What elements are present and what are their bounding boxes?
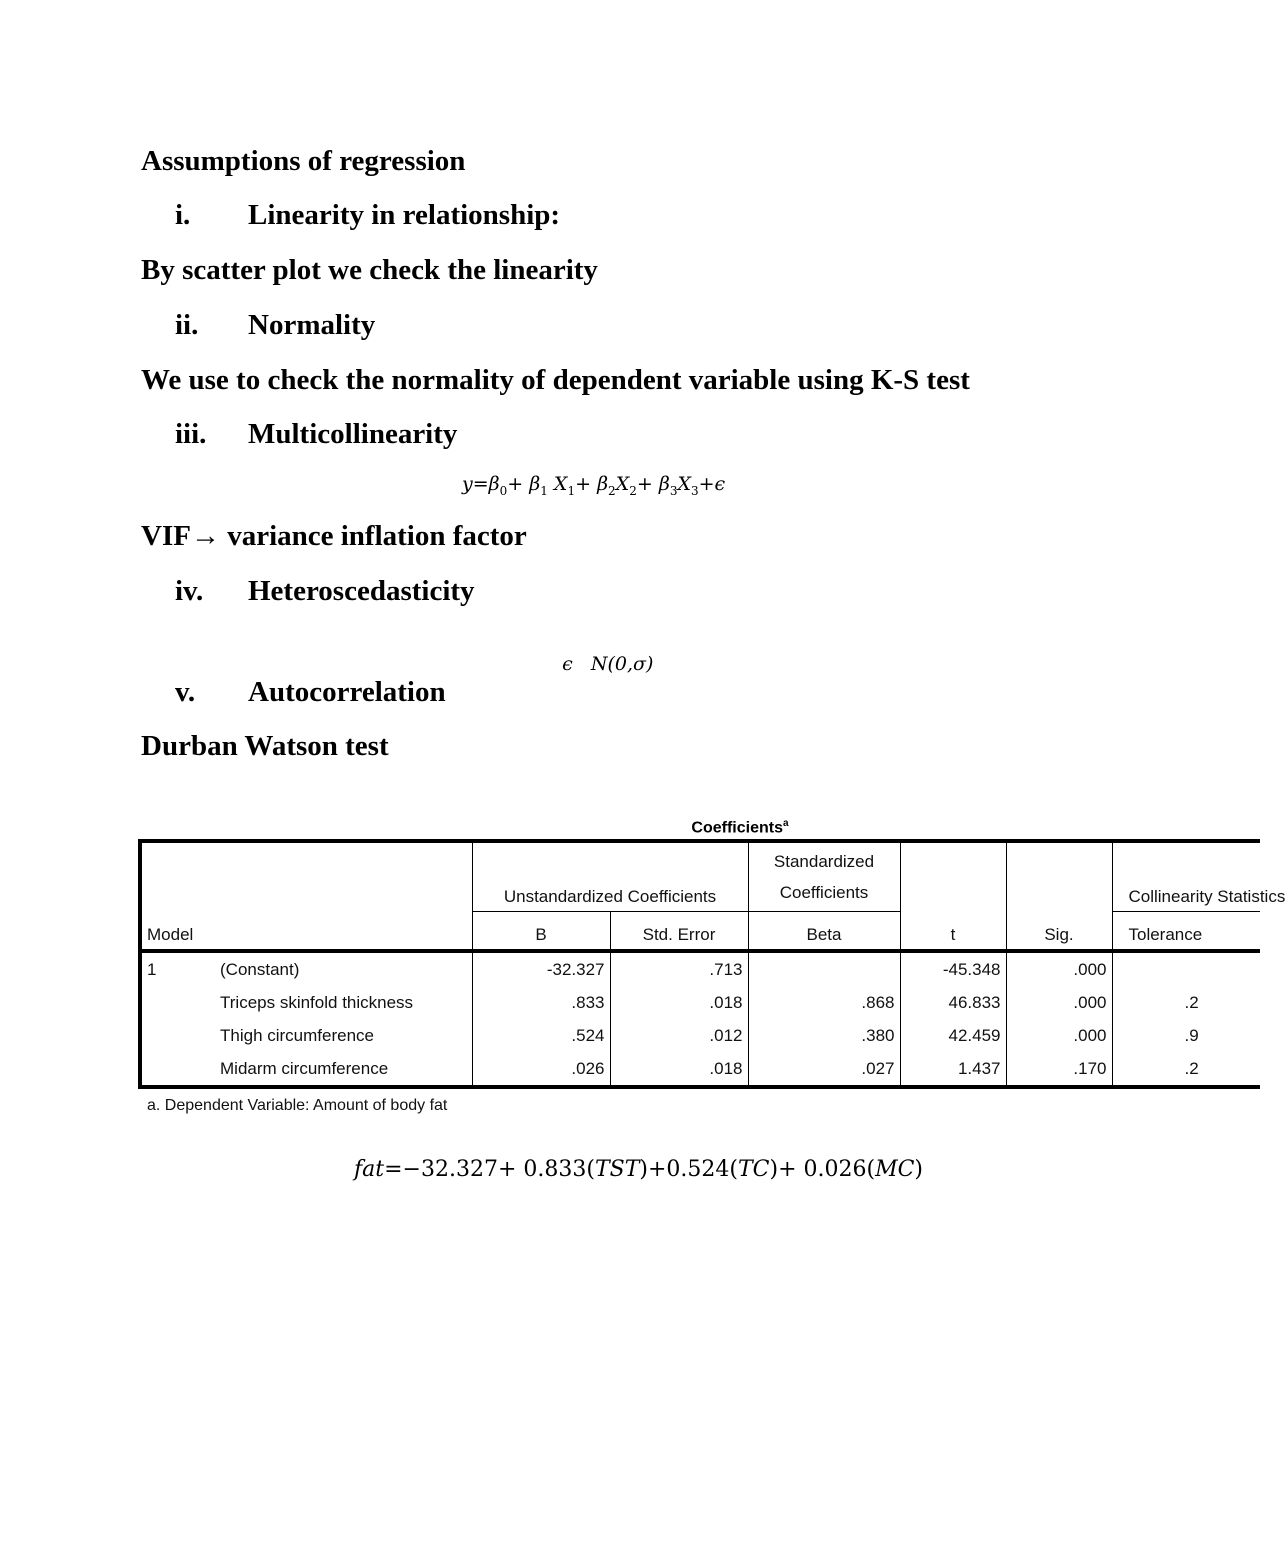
header-beta: Beta	[748, 912, 900, 952]
header-t: t	[900, 912, 1006, 952]
regression-equation: $y=\beta_0+ \beta_1$ $X_1+ \beta_2X_2+ \beta_3X_3+\epsilon$	[462, 473, 726, 498]
fitted-equation: fat=−32.327+ 0.833(TST)+0.524(TC)+ 0.026(MC)	[354, 1157, 924, 1182]
note-vif: VIF→ variance inflation factor	[141, 520, 527, 552]
header-std-error: Std. Error	[610, 912, 748, 952]
header-standardized: Standardized Coefficients	[748, 841, 900, 912]
list-number: v.	[175, 676, 196, 708]
note-scatter-plot: By scatter plot we check the linearity	[141, 254, 598, 286]
header-sig: Sig.	[1006, 912, 1112, 952]
coefficients-table	[138, 839, 1285, 1088]
row-label: Thigh circumference	[220, 1025, 375, 1045]
note-durbin-watson: Durban Watson test	[141, 730, 389, 762]
list-number: ii.	[175, 309, 199, 341]
list-number: i.	[175, 199, 191, 231]
note-ks-test: We use to check the normality of dependent variable using K-S test	[141, 364, 970, 396]
header-model: Model	[140, 912, 215, 952]
table-row: Midarm circumference .026 .018 .027 1.437 .170 .2	[140, 1052, 1260, 1087]
list-number: iii.	[175, 418, 207, 450]
list-item-label: Multicollinearity	[248, 418, 458, 450]
list-item-label: Heteroscedasticity	[248, 575, 475, 607]
header-tolerance: Tolerance	[1112, 912, 1260, 952]
error-distribution-equation: ϵ N(0,σ)	[562, 653, 654, 675]
header-collinearity: Collinearity Statistics	[1112, 841, 1260, 912]
model-number: 1	[140, 951, 215, 986]
header-b: B	[472, 912, 610, 952]
list-item-label: Normality	[248, 309, 376, 341]
page-heading: Assumptions of regression	[141, 145, 466, 177]
list-number: iv.	[175, 575, 204, 607]
header-unstandardized: Unstandardized Coefficients	[472, 841, 748, 912]
table-row: 1 (Constant) -32.327 .713 -45.348 .000	[140, 951, 1260, 986]
table-row: Thigh circumference .524 .012 .380 42.459 .000 .9	[140, 1019, 1260, 1052]
table-row: Triceps skinfold thickness .833 .018 .868 46.833 .000 .2	[140, 986, 1260, 1019]
row-label: Triceps skinfold thickness	[220, 992, 414, 1012]
list-item-label: Linearity in relationship:	[248, 199, 561, 231]
table-title: Coefficients$^a$	[691, 818, 789, 837]
row-label: (Constant)	[220, 959, 300, 979]
list-item-label: Autocorrelation	[248, 676, 446, 708]
row-label: Midarm circumference	[215, 1052, 472, 1087]
table-footnote: a. Dependent Variable: Amount of body fat	[147, 1097, 448, 1114]
